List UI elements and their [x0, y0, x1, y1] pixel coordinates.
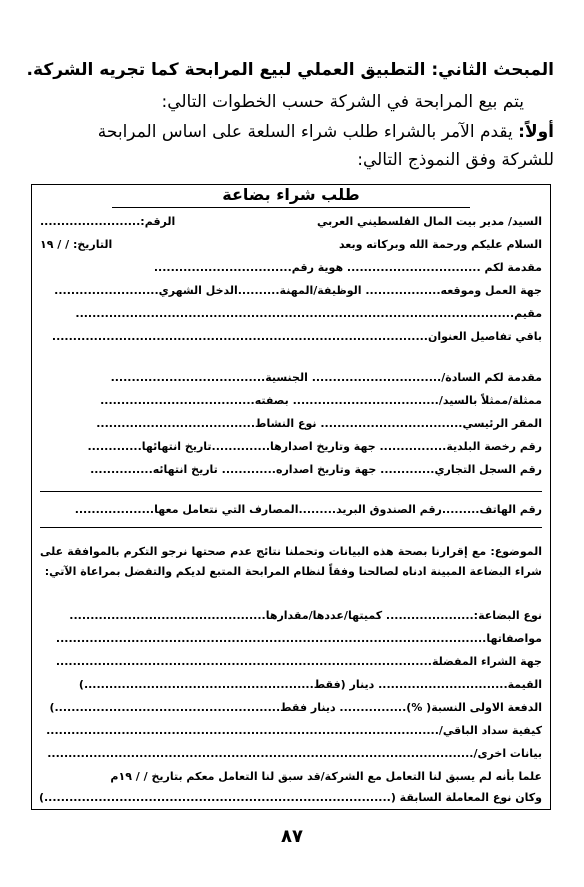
repayment-text: كيفية سداد الباقي/..............................................................................................: [46, 724, 542, 737]
commercial-register-text: رقم السجل التجاري............. جهة وتاريخ اصداره............. تاريخ انتهائه...............: [90, 463, 542, 476]
employment-text: جهة العمل وموقعه.................. الوظيفة/المهنة..........الدخل الشهري.........................: [54, 284, 542, 297]
subject-paragraph: الموضوع: مع إقرارنا بصحة هذه البيانات وتحملنا نتائج عدم صحتها نرجو التكرم بالموافقة على شراء البضاعة المبينة ادناه لصالحنا وفقاً لنظام المرابحة المتبع لديكم والتفضل بمراعاة الآتي:: [40, 545, 542, 578]
purchase-request-form: [31, 184, 551, 810]
step1-paragraph: [30, 122, 554, 142]
intro-paragraph: يتم بيع المرابحة في الشركة حسب الخطوات التالي:: [161, 92, 524, 112]
form-item-purchase-source: [40, 655, 542, 668]
form-item-down-payment: [40, 701, 542, 714]
value-text: القيمة............................... دينار (فقط.......................................................): [78, 678, 542, 691]
form-row-company: [40, 371, 542, 384]
step1-text: يقدم الآمر بالشراء طلب شراء السلعة على اساس المرابحة: [97, 122, 519, 142]
reference-number-field: الرقم:........................: [40, 215, 176, 228]
form-row-residence: [40, 307, 542, 320]
specs-text: مواصفاتها.......................................................................................................: [55, 632, 542, 645]
other-data-text: بيانات اخرى/......................................................................................................: [47, 747, 542, 760]
form-item-specs: [40, 632, 542, 645]
form-item-goods-type: [40, 609, 542, 622]
form-item-value: [40, 678, 542, 691]
addressee-text: السيد/ مدير بيت المال الفلسطيني العربي: [317, 215, 542, 228]
municipal-license-text: رقم رخصة البلدية................ جهة وتاريخ اصدارها..............تاريخ انتهائها.............: [87, 440, 542, 453]
residence-text: مقيم.........................................................................................................: [75, 307, 542, 320]
down-payment-text: الدفعة الاولى النسبة( %)................ دينار فقط......................................................): [49, 701, 542, 714]
prior-transaction-text: وكان نوع المعاملة السابقة (...................................................................................): [38, 791, 542, 804]
greeting-text: السلام عليكم ورحمة الله وبركاته وبعد: [338, 238, 542, 251]
form-row-contact: [40, 503, 542, 516]
title-underline: [112, 207, 470, 208]
applicant-id-text: مقدمة لكم ................................ هوية رقم.................................: [153, 261, 542, 274]
step1-continuation: للشركة وفق النموذج التالي:: [357, 150, 554, 170]
form-row-municipal-license: [40, 440, 542, 453]
form-row-address: [40, 330, 542, 343]
date-field: التاريخ: / / ١٩: [40, 238, 113, 251]
goods-type-text: نوع البضاعة:..................... كميتها/عددها/مقدارها...............................................: [69, 609, 542, 622]
form-row-representative: [40, 394, 542, 407]
form-item-repayment: [40, 724, 542, 737]
page-number: ٨٧: [281, 826, 303, 847]
prior-dealing-text: علما بأنه لم يسبق لنا التعامل مع الشركة/قد سبق لنا التعامل معكم بتاريخ / / ١٩م: [110, 770, 542, 783]
form-title: طلب شراء بضاعة: [222, 185, 360, 204]
headquarters-text: المقر الرئيسي.................................. نوع النشاط......................................: [96, 417, 542, 430]
form-row-greeting: [40, 238, 542, 251]
form-row-employment: [40, 284, 542, 297]
company-text: مقدمة لكم السادة/............................... الجنسية.....................................: [110, 371, 542, 384]
purchase-source-text: جهة الشراء المفضلة..........................................................................................: [55, 655, 542, 668]
form-row-commercial-register: [40, 463, 542, 476]
separator-line: [40, 491, 542, 492]
form-item-prior-transaction: [40, 791, 542, 804]
form-row-addressee: [40, 215, 542, 228]
step1-label: أولاً:: [518, 122, 554, 142]
form-item-prior-dealing: [40, 770, 542, 783]
representative-text: ممثلة/ممثلاً بالسيد/................................... بصفته.....................................: [100, 394, 542, 407]
form-row-applicant-id: [40, 261, 542, 274]
section-heading: المبحث الثاني: التطبيق العملي لبيع المرابحة كما تجريه الشركة.: [26, 60, 554, 80]
form-item-other-data: [40, 747, 542, 760]
contact-text: رقم الهاتف.........رقم الصندوق البريد.........المصارف التي نتعامل معها...................: [74, 503, 542, 516]
form-row-headquarters: [40, 417, 542, 430]
separator-line: [40, 527, 542, 528]
address-text: باقي تفاصيل العنوان..........................................................................................: [51, 330, 542, 343]
